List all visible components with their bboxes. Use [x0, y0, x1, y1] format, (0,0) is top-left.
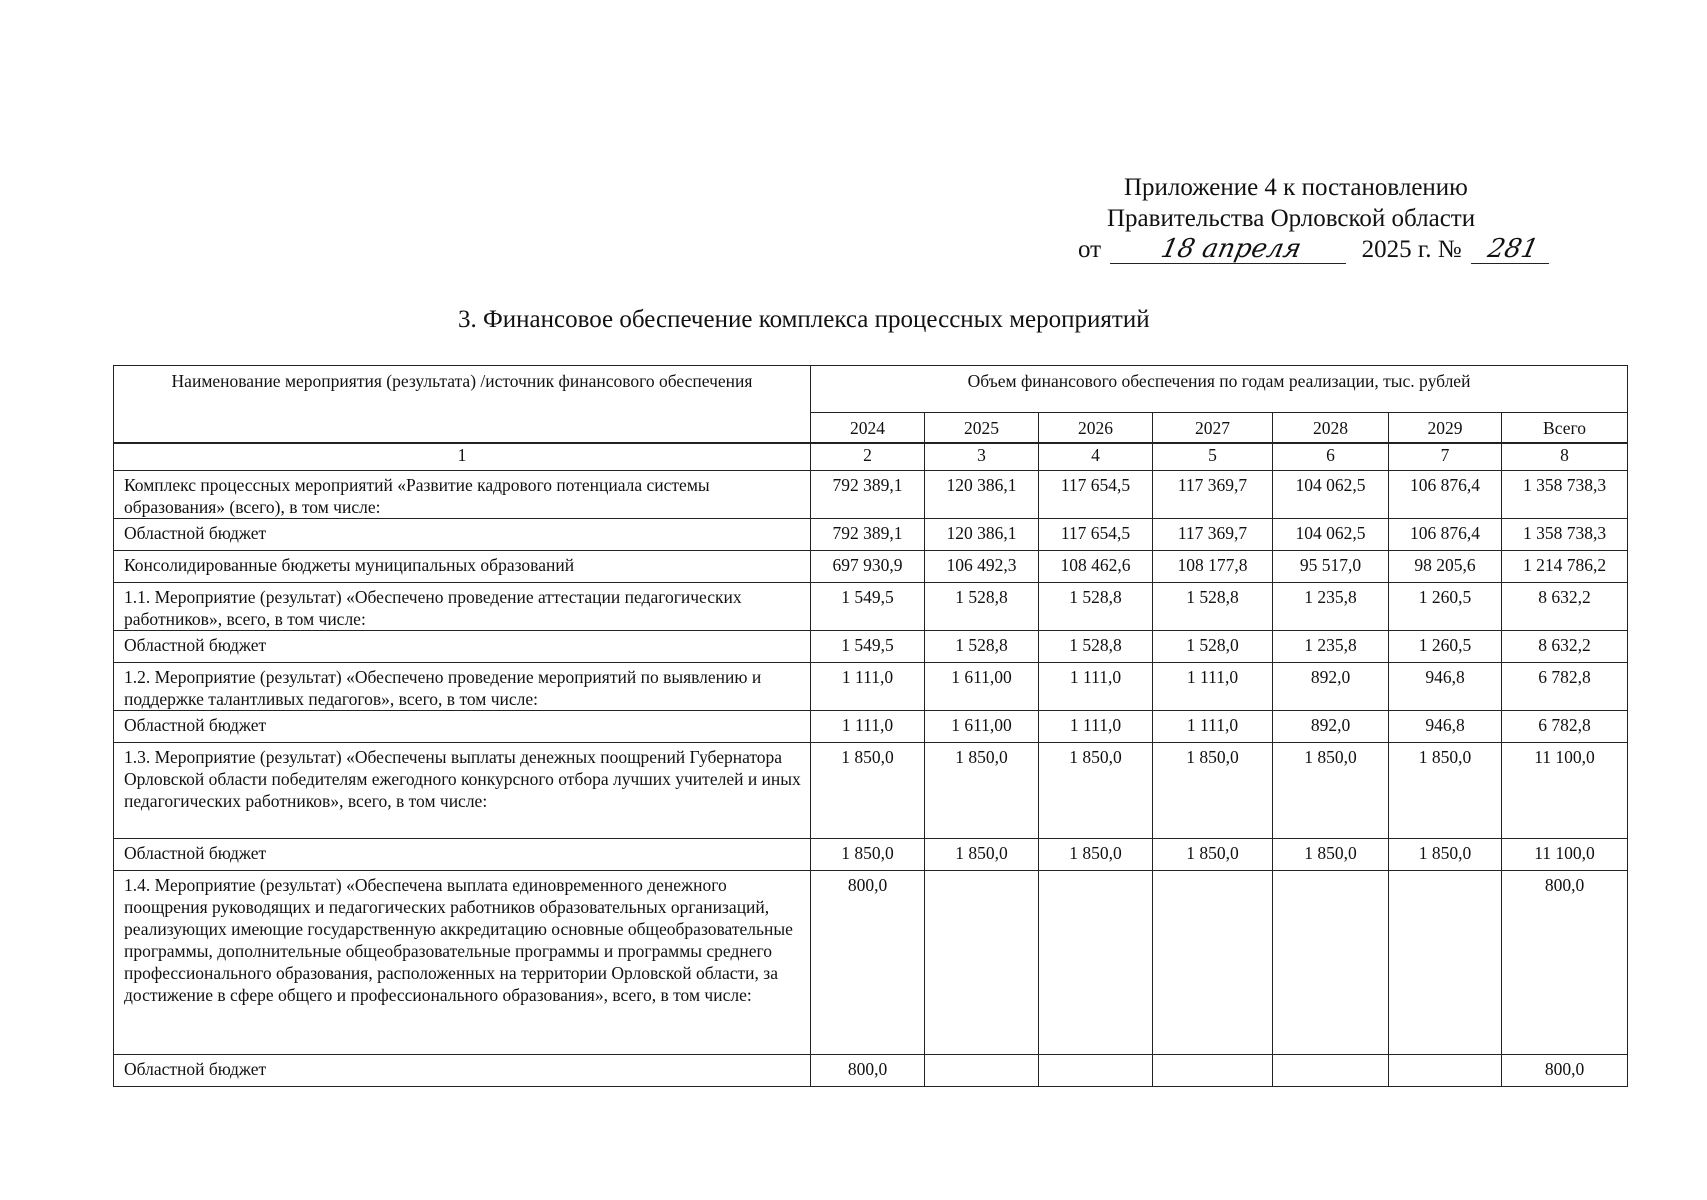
row-value: 892,0	[1273, 711, 1389, 743]
date-prefix: от	[1078, 236, 1102, 263]
row-value: 1 850,0	[925, 839, 1039, 871]
year-text: 2025 г. №	[1361, 236, 1462, 263]
row-name: 1.1. Мероприятие (результат) «Обеспечено проведение аттестации педагогических работников», всего, в том числе:	[114, 583, 811, 631]
row-value: 1 111,0	[1039, 711, 1153, 743]
row-value: 1 528,0	[1153, 631, 1273, 663]
table-row	[114, 663, 1628, 711]
table-row	[114, 839, 1628, 871]
row-value: 1 549,5	[811, 583, 925, 631]
row-name: Консолидированные бюджеты муниципальных образований	[114, 551, 811, 583]
row-name: Комплекс процессных мероприятий «Развитие кадрового потенциала системы образования» (всего), в том числе:	[114, 471, 811, 519]
row-value: 1 850,0	[1153, 839, 1273, 871]
financing-table	[113, 365, 1628, 1087]
row-value: 800,0	[1502, 871, 1628, 1055]
row-value: 6 782,8	[1502, 663, 1628, 711]
row-value: 1 611,00	[925, 663, 1039, 711]
row-value: 946,8	[1389, 663, 1502, 711]
section-title: 3. Финансовое обеспечение комплекса процессных мероприятий	[458, 306, 1150, 333]
row-name: Областной бюджет	[114, 631, 811, 663]
row-value	[1273, 871, 1389, 1055]
row-value: 8 632,2	[1502, 631, 1628, 663]
table-row	[114, 631, 1628, 663]
row-value	[1039, 1055, 1153, 1087]
column-number: 4	[1039, 444, 1153, 471]
row-value: 106 492,3	[925, 551, 1039, 583]
row-value: 120 386,1	[925, 471, 1039, 519]
row-value: 1 611,00	[925, 711, 1039, 743]
row-value: 800,0	[1502, 1055, 1628, 1087]
row-value: 1 549,5	[811, 631, 925, 663]
row-value: 104 062,5	[1273, 471, 1389, 519]
row-value: 117 654,5	[1039, 471, 1153, 519]
row-value: 1 111,0	[811, 711, 925, 743]
row-value: 1 235,8	[1273, 631, 1389, 663]
row-value	[1273, 1055, 1389, 1087]
row-value: 892,0	[1273, 663, 1389, 711]
row-value: 11 100,0	[1502, 743, 1628, 839]
row-value: 1 260,5	[1389, 583, 1502, 631]
column-number: 8	[1502, 444, 1628, 471]
table-row	[114, 583, 1628, 631]
row-value: 120 386,1	[925, 519, 1039, 551]
table-row	[114, 551, 1628, 583]
row-value: 1 111,0	[811, 663, 925, 711]
row-value: 792 389,1	[811, 519, 925, 551]
row-value	[925, 871, 1039, 1055]
row-value: 697 930,9	[811, 551, 925, 583]
table-row	[114, 519, 1628, 551]
row-value	[1389, 1055, 1502, 1087]
column-number: 7	[1389, 444, 1502, 471]
row-value: 1 528,8	[925, 583, 1039, 631]
header-name: Наименование мероприятия (результата) /источник финансового обеспечения	[114, 366, 811, 443]
row-value: 1 850,0	[1153, 743, 1273, 839]
row-value: 800,0	[811, 1055, 925, 1087]
row-value: 946,8	[1389, 711, 1502, 743]
row-value: 1 850,0	[1273, 743, 1389, 839]
header-volume: Объем финансового обеспечения по годам реализации, тыс. рублей	[811, 366, 1628, 413]
column-number: 3	[925, 444, 1039, 471]
row-name: Областной бюджет	[114, 711, 811, 743]
handwritten-number: 281	[1471, 235, 1555, 264]
row-name: Областной бюджет	[114, 839, 811, 871]
row-value: 1 850,0	[1039, 743, 1153, 839]
row-value: 106 876,4	[1389, 471, 1502, 519]
year-header: 2029	[1389, 413, 1502, 443]
row-name: Областной бюджет	[114, 519, 811, 551]
row-name: 1.2. Мероприятие (результат) «Обеспечено проведение мероприятий по выявлению и поддержке талантливых педагогов», всего, в том числе:	[114, 663, 811, 711]
handwritten-date: 18 апреля	[1110, 235, 1352, 264]
row-value	[1153, 1055, 1273, 1087]
year-header: 2024	[811, 413, 925, 443]
column-number: 1	[114, 444, 811, 471]
row-value	[925, 1055, 1039, 1087]
row-value: 1 850,0	[1273, 839, 1389, 871]
appendix-line-1: Приложение 4 к постановлению	[1124, 174, 1468, 201]
row-value: 1 111,0	[1039, 663, 1153, 711]
row-value: 1 850,0	[1389, 743, 1502, 839]
row-value: 1 260,5	[1389, 631, 1502, 663]
row-name: Областной бюджет	[114, 1055, 811, 1087]
column-number: 5	[1153, 444, 1273, 471]
row-value: 11 100,0	[1502, 839, 1628, 871]
row-value: 106 876,4	[1389, 519, 1502, 551]
row-value: 1 214 786,2	[1502, 551, 1628, 583]
row-value: 1 528,8	[1039, 583, 1153, 631]
row-value: 1 528,8	[925, 631, 1039, 663]
row-value: 1 528,8	[1039, 631, 1153, 663]
table-row	[114, 1055, 1628, 1087]
row-value	[1389, 871, 1502, 1055]
row-value: 1 111,0	[1153, 711, 1273, 743]
year-header: 2027	[1153, 413, 1273, 443]
year-header: Всего	[1502, 413, 1628, 443]
row-value: 8 632,2	[1502, 583, 1628, 631]
row-value: 800,0	[811, 871, 925, 1055]
row-value: 1 850,0	[811, 743, 925, 839]
row-value: 1 235,8	[1273, 583, 1389, 631]
row-value	[1153, 871, 1273, 1055]
row-value: 108 462,6	[1039, 551, 1153, 583]
row-value: 108 177,8	[1153, 551, 1273, 583]
row-value	[1039, 871, 1153, 1055]
row-value: 6 782,8	[1502, 711, 1628, 743]
row-value: 95 517,0	[1273, 551, 1389, 583]
header-row	[114, 366, 1628, 413]
year-header: 2026	[1039, 413, 1153, 443]
column-number-row	[114, 444, 1628, 471]
row-value: 1 850,0	[811, 839, 925, 871]
appendix-line-2: Правительства Орловской области	[1107, 205, 1476, 232]
row-value: 1 528,8	[1153, 583, 1273, 631]
table-row	[114, 471, 1628, 519]
table-row	[114, 711, 1628, 743]
table-row	[114, 871, 1628, 1055]
row-name: 1.3. Мероприятие (результат) «Обеспечены выплаты денежных поощрений Губернатора Орловской области победителям ежегодного конкурсного отбора лучших учителей и иных педагогических работников», всего, в том числе:	[114, 743, 811, 839]
row-value: 1 358 738,3	[1502, 471, 1628, 519]
row-name: 1.4. Мероприятие (результат) «Обеспечена выплата единовременного денежного поощрения руководящих и педагогических работников образовательных организаций, реализующих имеющие государственную аккредитацию основные общеобразовательные программы, дополнительные общеобразовательные программы и программы среднего профессионального образования, расположенных на территории Орловской области, за достижение в сфере общего и профессионального образования», всего, в том числе:	[114, 871, 811, 1055]
row-value: 792 389,1	[811, 471, 925, 519]
row-value: 1 358 738,3	[1502, 519, 1628, 551]
row-value: 117 369,7	[1153, 471, 1273, 519]
row-value: 98 205,6	[1389, 551, 1502, 583]
row-value: 1 850,0	[1389, 839, 1502, 871]
column-number: 6	[1273, 444, 1389, 471]
year-header: 2028	[1273, 413, 1389, 443]
row-value: 104 062,5	[1273, 519, 1389, 551]
column-number: 2	[811, 444, 925, 471]
row-value: 117 654,5	[1039, 519, 1153, 551]
row-value: 117 369,7	[1153, 519, 1273, 551]
row-value: 1 850,0	[925, 743, 1039, 839]
year-header: 2025	[925, 413, 1039, 443]
row-value: 1 850,0	[1039, 839, 1153, 871]
row-value: 1 111,0	[1153, 663, 1273, 711]
appendix-line-3	[1078, 234, 1552, 265]
table-row	[114, 743, 1628, 839]
